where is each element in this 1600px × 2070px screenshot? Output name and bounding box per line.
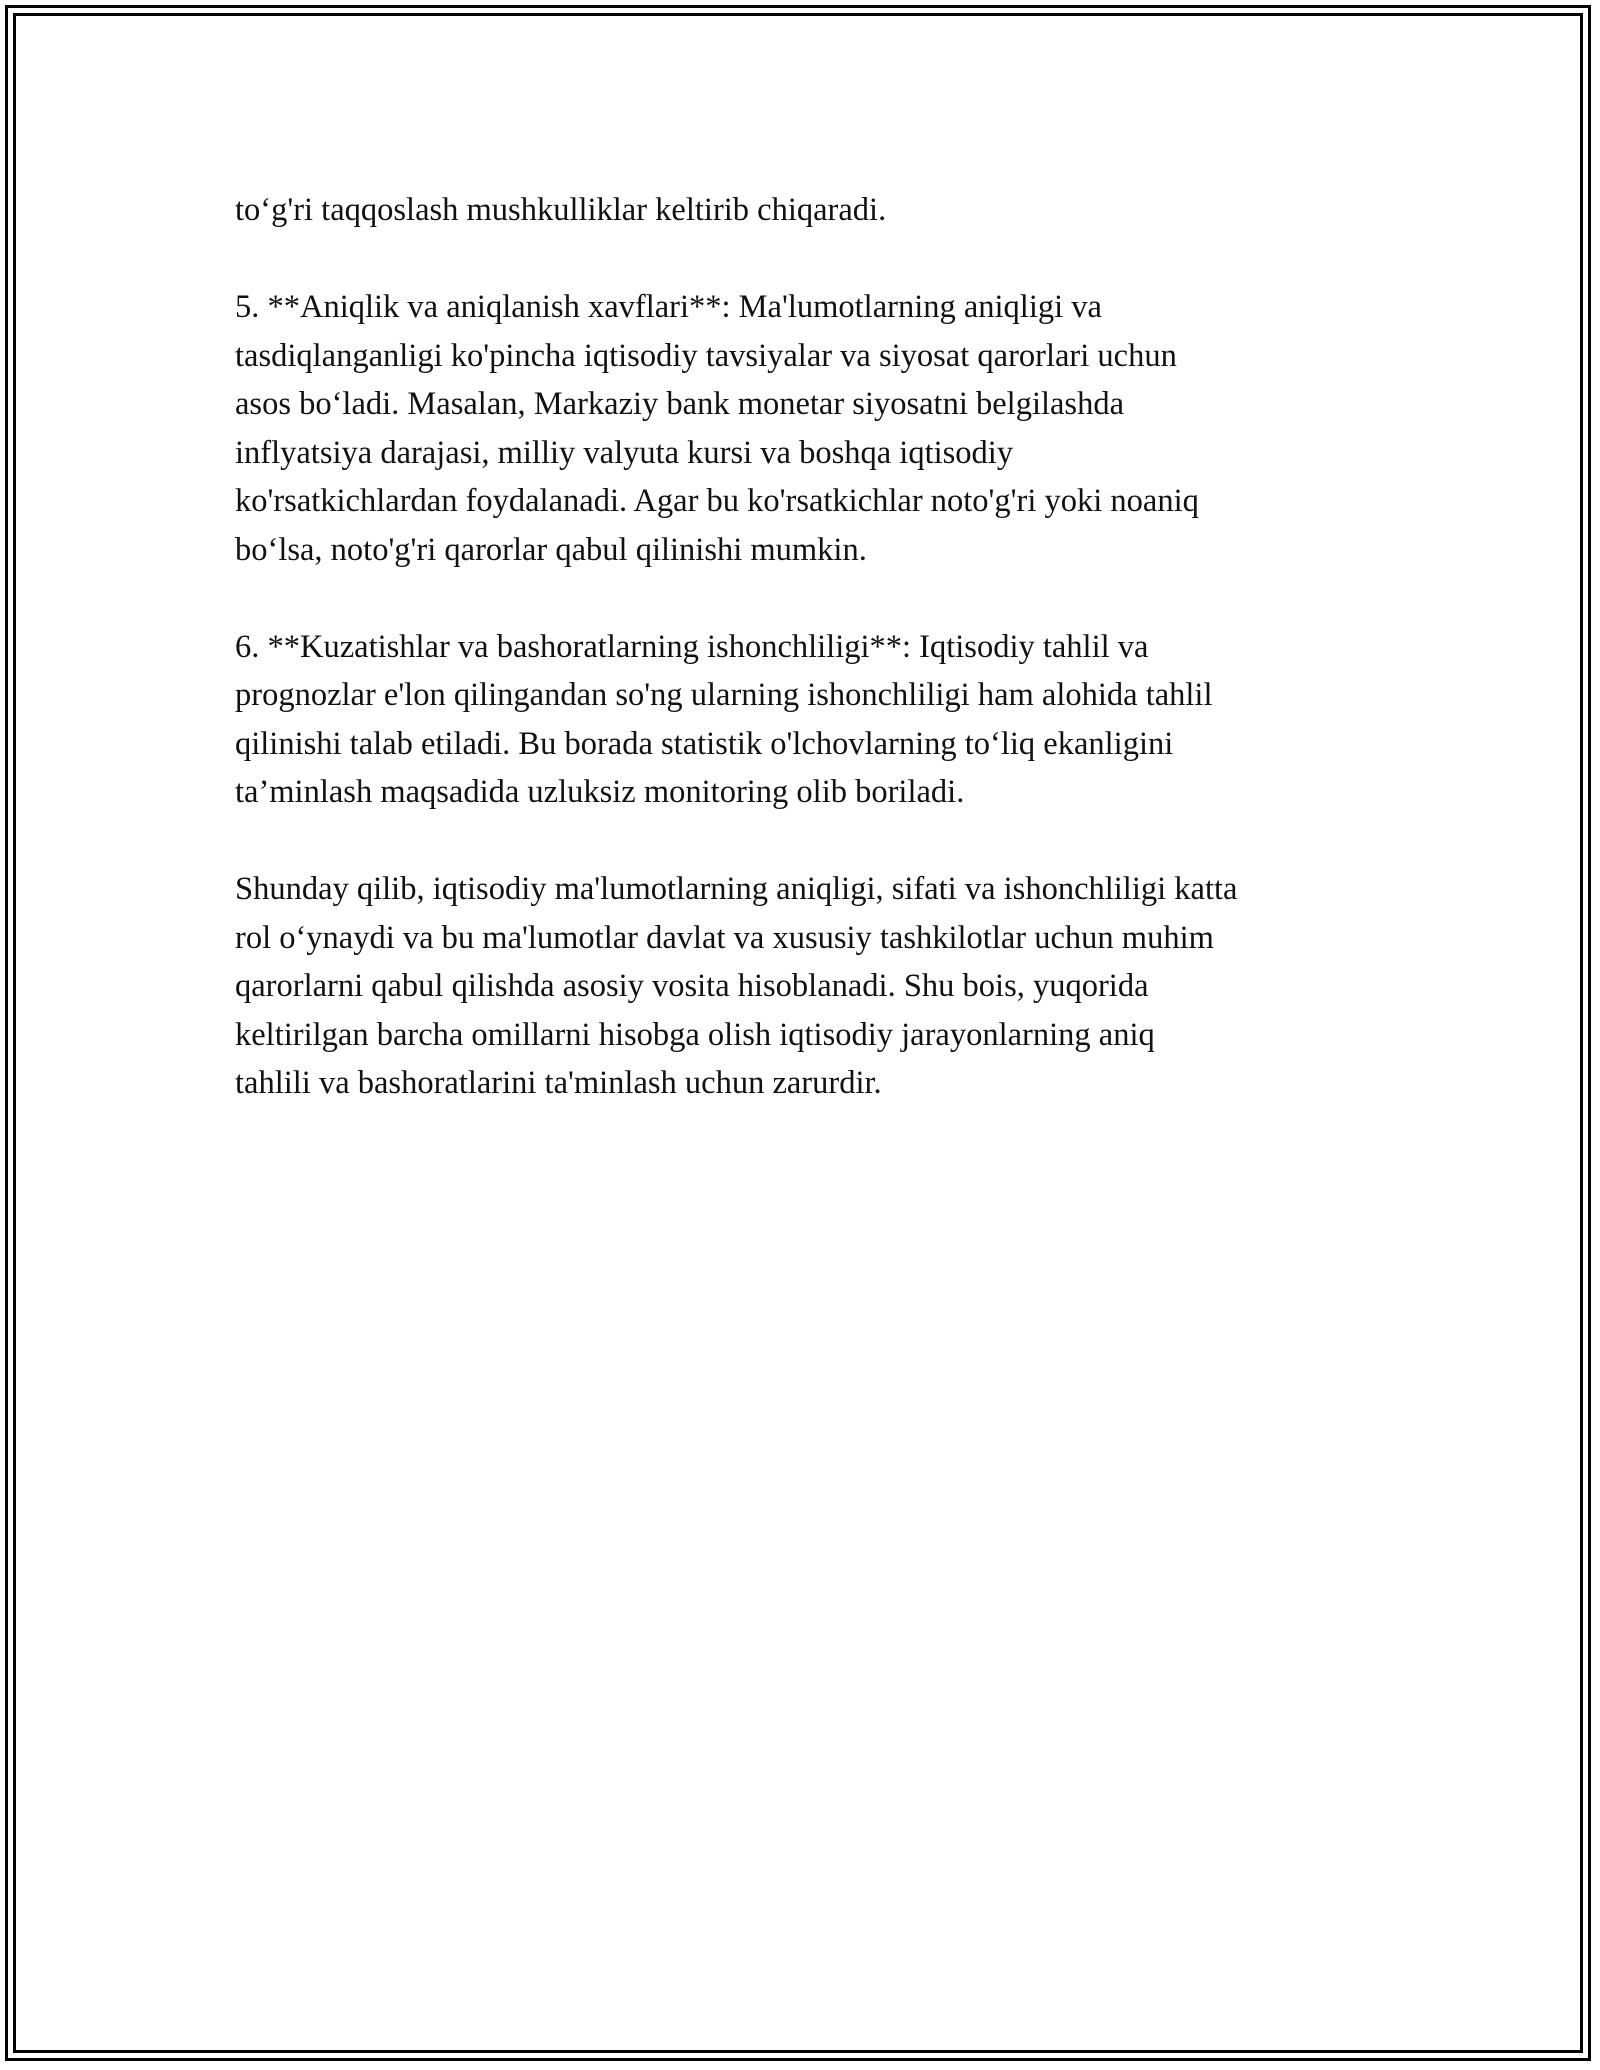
text-line: ko'rsatkichlardan foydalanadi. Agar bu ko'rsatkichlar noto'g'ri yoki noaniq [235,483,1199,519]
document-body [235,186,1385,1156]
text-line: to‘g'ri taqqoslash mushkulliklar keltirib chiqaradi. [235,192,887,228]
paragraph-item-6 [235,623,1385,817]
text-line: qarorlarni qabul qilishda asosiy vosita hisoblanadi. Shu bois, yuqorida [235,968,1149,1004]
text-line: inflyatsiya darajasi, milliy valyuta kursi va boshqa iqtisodiy [235,434,1014,471]
text-line: bo‘lsa, noto'g'ri qarorlar qabul qilinishi mumkin. [235,531,867,568]
text-line: 5. **Aniqlik va aniqlanish xavflari**: Ma'lumotlarning aniqligi va [235,289,1102,325]
text-line: qilinishi talab etiladi. Bu borada statistik o'lchovlarning to‘liq ekanligini [235,725,1174,762]
text-line: prognozlar e'lon qilingandan so'ng ularning ishonchliligi ham alohida tahlil [235,677,1213,713]
text-line: asos bo‘ladi. Masalan, Markaziy bank monetar siyosatni belgilashda [235,386,1125,422]
paragraph-continuation [235,186,1385,235]
text-line: tahlili va bashoratlarini ta'minlash uchun zarurdir. [235,1065,882,1101]
paragraph-item-5 [235,283,1385,574]
text-line: keltirilgan barcha omillarni hisobga olish iqtisodiy jarayonlarning aniq [235,1016,1155,1053]
paragraph-conclusion [235,865,1385,1108]
text-line: rol o‘ynaydi va bu ma'lumotlar davlat va xususiy tashkilotlar uchun muhim [235,919,1214,956]
text-line: tasdiqlanganligi ko'pincha iqtisodiy tavsiyalar va siyosat qarorlari uchun [235,337,1177,374]
text-line: Shunday qilib, iqtisodiy ma'lumotlarning aniqligi, sifati va ishonchliligi katta [235,871,1238,907]
text-line: ta’minlash maqsadida uzluksiz monitoring olib boriladi. [235,774,965,810]
text-line: 6. **Kuzatishlar va bashoratlarning ishonchliligi**: Iqtisodiy tahlil va [235,628,1149,665]
